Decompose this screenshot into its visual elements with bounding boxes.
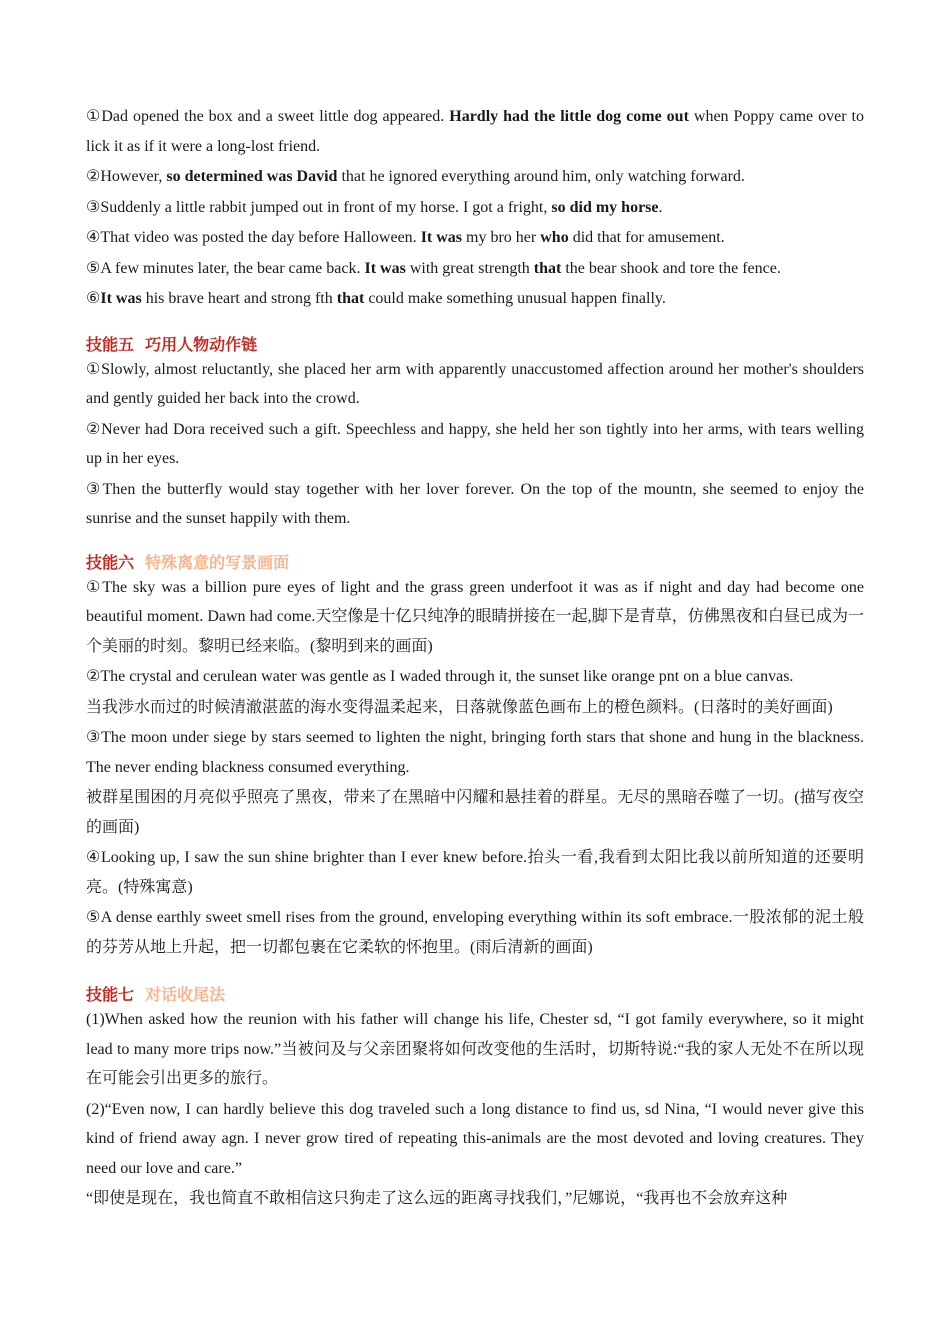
- emphasis-text: It was: [420, 229, 463, 246]
- text-run: ⑥: [86, 290, 101, 307]
- section-5-paragraphs: [86, 355, 864, 534]
- section-paragraph: ④Looking up, I saw the sun shine brighter than I ever knew before.抬头一看,我看到太阳比我以前所知道的还要明亮。(特殊寓意): [86, 849, 864, 896]
- section-title: 巧用人物动作链: [145, 334, 258, 354]
- section-paragraph: ②Never had Dora received such a gift. Speechless and happy, she held her son tightly into her arms, with tears welling up in her eyes.: [86, 420, 864, 467]
- emphasis-text: It was: [100, 290, 142, 307]
- text-run: did that for amusement.: [568, 229, 725, 246]
- text-run: my bro her: [462, 229, 541, 246]
- text-run: ③Suddenly a little rabbit jumped out in front of my horse. I got a fright,: [86, 198, 552, 216]
- section-paragraph: ⑤A dense earthly sweet smell rises from the ground, enveloping everything within its soft embrace.一股浓郁的泥土般的芬芳从地上升起，把一切都包裹在它柔软的怀抱里。(雨后清新的画面): [86, 909, 864, 956]
- section-paragraph: ③The moon under siege by stars seemed to lighten the night, bringing forth stars that shone and hung in the blackness. The never ending blackness consumed everything.: [86, 729, 864, 776]
- example-paragraph: [86, 254, 864, 284]
- section-7-paragraphs: [86, 1005, 864, 1214]
- section-paragraph: 被群星围困的月亮似乎照亮了黑夜，带来了在黑暗中闪耀和悬挂着的群星。无尽的黑暗吞噬了一切。(描写夜空的画面): [86, 789, 864, 836]
- text-run: when Poppy came over to lick it as if it were a long-lost friend.: [86, 108, 864, 155]
- section-6-paragraphs: [86, 573, 864, 963]
- emphasis-text: that: [533, 259, 562, 277]
- section-number: 技能五: [86, 334, 135, 354]
- emphasis-text: Hardly had the little dog come out: [449, 108, 689, 125]
- text-run: ①Dad opened the box and a sweet little dog appeared.: [86, 108, 450, 125]
- text-run: the bear shook and tore the fence.: [561, 259, 781, 277]
- text-run: ②However,: [86, 168, 167, 185]
- example-paragraph: [86, 102, 864, 161]
- section-paragraph: 当我涉水而过的时候清澈湛蓝的海水变得温柔起来，日落就像蓝色画布上的橙色颜料。(日落时的美好画面): [86, 698, 833, 716]
- example-paragraph: [86, 284, 864, 314]
- section-title: 对话收尾法: [145, 985, 226, 1004]
- text-run: .: [658, 198, 663, 216]
- text-run: could make something unusual happen finally.: [364, 290, 666, 307]
- section-paragraph: ①The sky was a billion pure eyes of light and the grass green underfoot it was as if night and day had become one beautiful moment. Dawn had come.天空像是十亿只纯净的眼睛拼接在一起,脚下是青草，仿佛黑夜和白昼已成为一个美丽的时刻。黎明已经来临。(黎明到来的画面): [86, 578, 864, 655]
- section-paragraph: “即使是现在，我也简直不敢相信这只狗走了这么远的距离寻找我们，”尼娜说，“我再也不会放弃这种: [86, 1190, 788, 1207]
- text-run: ④That video was posted the day before Halloween.: [86, 229, 421, 246]
- section-number: 技能六: [86, 552, 135, 572]
- example-paragraph: [86, 223, 864, 253]
- section-title: 特殊离意的写景画面: [145, 552, 290, 572]
- example-paragraph: [86, 193, 864, 223]
- example-paragraph: [86, 162, 864, 192]
- text-run: ⑤A few minutes later, the bear came back.: [86, 259, 365, 277]
- section-heading-skill-5: [86, 335, 864, 355]
- emphasis-text: It was: [364, 259, 406, 277]
- section-paragraph: (1)When asked how the reunion with his father will change his life, Chester sd, “I got family everywhere, so it might lead to many more trips now.”当被问及与父亲团聚将如何改变他的生活时，切斯特说:“我的家人无处不在所以现在可能会引出更多的旅行。: [86, 1011, 864, 1087]
- inversion-emphasis-examples: [86, 102, 864, 314]
- section-paragraph: ②The crystal and cerulean water was gentle as I waded through it, the sunset like orange pnt on a blue canvas.: [86, 668, 794, 685]
- section-heading-skill-6: [86, 553, 864, 573]
- document-page: [86, 102, 864, 1215]
- emphasis-text: that: [336, 290, 365, 307]
- emphasis-text: so did my horse: [551, 198, 659, 216]
- emphasis-text: so determined was David: [166, 168, 338, 185]
- section-number: 技能七: [86, 985, 135, 1004]
- text-run: his brave heart and strong fth: [141, 290, 337, 307]
- section-paragraph: ③Then the butterfly would stay together with her lover forever. On the top of the mountn, she seemed to enjoy the sunrise and the sunset happily with them.: [86, 480, 864, 527]
- section-paragraph: ①Slowly, almost reluctantly, she placed her arm with apparently unaccustomed affection around her mother's shoulders and gently guided her back into the crowd.: [86, 360, 864, 407]
- section-heading-skill-7: [86, 985, 864, 1005]
- text-run: with great strength: [405, 259, 534, 277]
- emphasis-text: who: [540, 229, 569, 246]
- section-paragraph: (2)“Even now, I can hardly believe this dog traveled such a long distance to find us, sd Nina, “I would never give this kind of friend away agn. I never grow tired of repeating this-animals are the most devoted and loving creatures. They need our love and care.”: [86, 1100, 864, 1177]
- text-run: that he ignored everything around him, only watching forward.: [337, 168, 745, 185]
